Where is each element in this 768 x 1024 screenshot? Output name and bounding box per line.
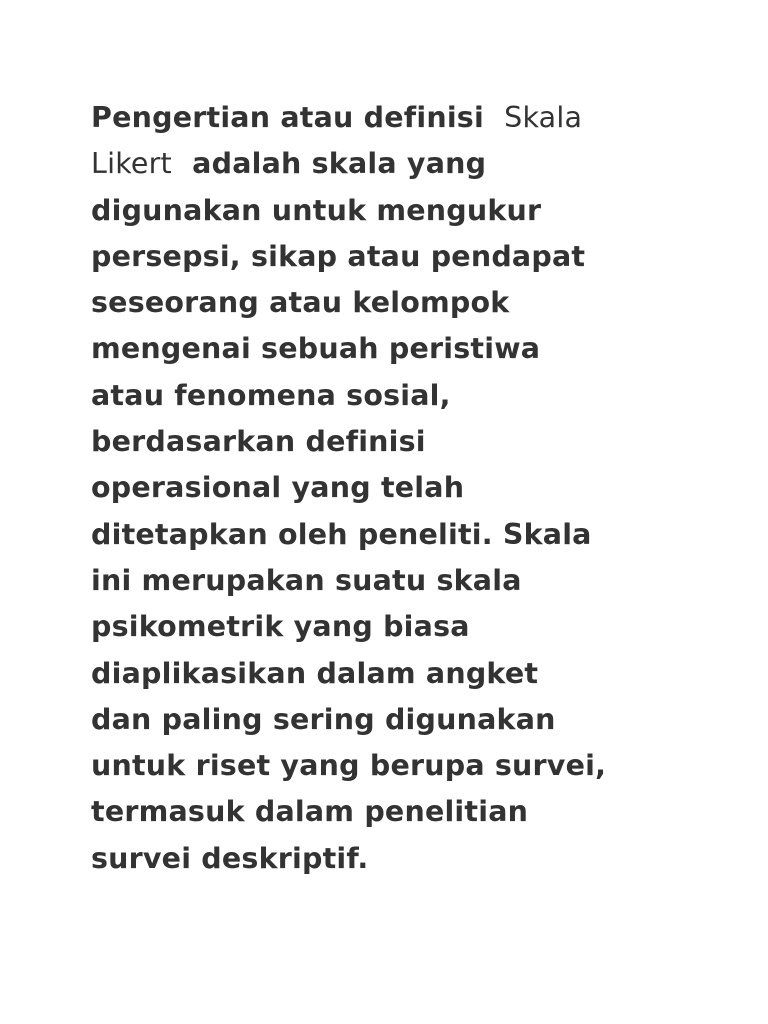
text-run-regular: Likert (91, 147, 172, 181)
text-line: termasuk dalam penelitian (91, 795, 529, 829)
text-run-bold: adalah skala yang (171, 147, 487, 181)
text-line: digunakan untuk mengukur (91, 193, 542, 227)
text-line: seseorang atau kelompok (91, 286, 510, 320)
text-line: diaplikasikan dalam angket (91, 656, 539, 690)
text-line: berdasarkan definisi (91, 425, 426, 459)
text-run-bold: Pengertian atau definisi (91, 101, 505, 134)
text-line: mengenai sebuah peristiwa (91, 332, 541, 366)
text-line: persepsi, sikap atau pendapat (91, 239, 586, 273)
text-line: psikometrik yang biasa (91, 610, 470, 644)
text-line: ditetapkan oleh peneliti. Skala (91, 517, 592, 551)
body-paragraph (91, 95, 691, 882)
text-line (91, 95, 691, 141)
text-line (91, 141, 691, 187)
text-line: survei deskriptif. (91, 841, 369, 875)
text-line: operasional yang telah (91, 471, 465, 505)
text-line: dan paling sering digunakan (91, 702, 556, 736)
text-line: atau fenomena sosial, (91, 378, 451, 412)
text-line: untuk riset yang berupa survei, (91, 749, 607, 783)
text-line: ini merupakan suatu skala (91, 563, 522, 597)
text-run-regular: Skala (504, 101, 583, 134)
